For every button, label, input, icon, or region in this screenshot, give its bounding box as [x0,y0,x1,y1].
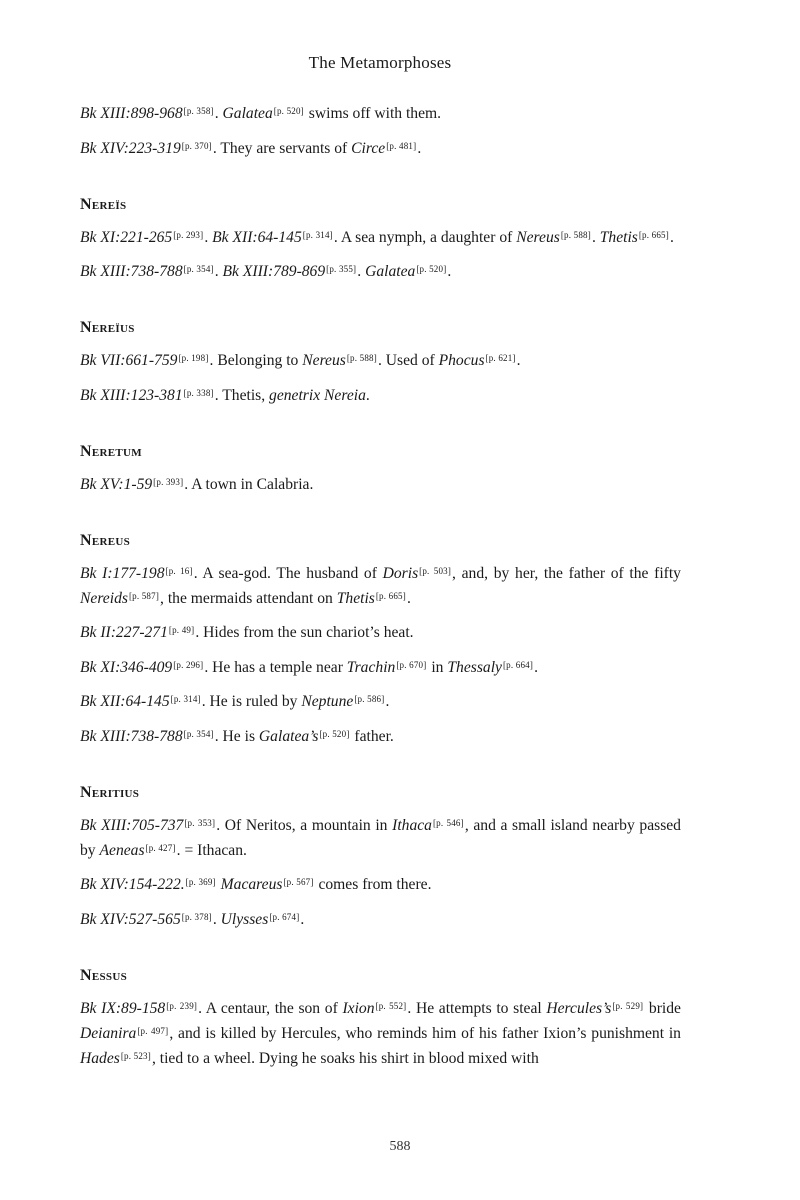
page-reference-link[interactable]: [p. 529] [612,1000,644,1011]
page-reference-link[interactable]: [p. 16] [165,565,193,576]
entry-line [80,560,681,610]
name-term: Hades [80,1049,120,1067]
entry-text: , and, by her, the father of the fifty [452,564,681,582]
name-term: Hercules’s [546,999,612,1017]
entry-text: , and a small island nearby passed by [80,816,681,859]
entry-line [80,100,681,125]
entry-line [80,812,681,862]
entry-text: . [447,263,452,280]
entry-text: . [365,386,370,404]
page-reference-link[interactable]: [p. 520] [416,264,447,274]
book-reference-link[interactable]: Bk XIV:154-222. [80,876,185,893]
name-term: Galatea [222,105,273,122]
book-reference-link[interactable]: Bk IX:89-158 [80,999,166,1017]
book-reference-link[interactable]: Bk XV:1-59 [80,475,153,493]
page-reference-link[interactable]: [p. 670] [396,659,427,670]
page-reference-link[interactable]: [p. 239] [166,1000,198,1011]
entry-text: . [385,693,390,710]
entry-line [80,347,681,372]
entry-text: swims off with them. [304,105,442,122]
entry-text: . [212,910,221,928]
entry-heading: Nessus [80,966,127,984]
page-reference-link[interactable]: [p. 314] [170,694,201,704]
name-term: Thetis [599,228,638,246]
page-reference-link[interactable]: [p. 427] [145,842,176,853]
name-term: Ulysses [220,910,269,928]
index-entry [80,965,681,1070]
entry-line [80,471,681,496]
index-entry [80,194,681,284]
page-reference-link[interactable]: [p. 664] [502,659,534,670]
entry-text: father. [350,727,394,745]
index-entry [80,100,681,160]
name-term: Aeneas [99,841,145,859]
book-reference-link[interactable]: Bk XII:64-145 [80,693,170,710]
page-reference-link[interactable]: [p. 198] [178,353,209,363]
entry-line [80,258,681,283]
page-reference-link[interactable]: [p. 314] [302,229,333,240]
book-reference-link[interactable]: Bk XI:346-409 [80,658,173,676]
book-reference-link[interactable]: Bk XIII:898-968 [80,105,183,122]
entry-text: . [357,263,366,280]
entry-text: . [406,589,411,607]
index-entry [80,441,681,496]
index-entry [80,530,681,748]
entry-text: bride [644,999,681,1017]
entry-text: . [300,910,305,928]
name-term: Neptune [301,693,354,710]
entry-text: . Thetis, [214,386,270,404]
page-reference-link[interactable]: [p. 586] [354,694,385,704]
page-reference-link[interactable]: [p. 587] [128,590,160,601]
entry-text: . Of Neritos, a mountain in [216,816,393,834]
book-reference-link[interactable]: Bk XIII:738-788 [80,727,183,745]
entry-text: . [534,658,538,676]
entry-text: . He attempts to steal [407,999,547,1017]
entry-text: . [417,139,422,157]
name-term: genetrix Nereia [269,386,366,404]
book-reference-link[interactable]: Bk XII:64-145 [212,228,302,246]
name-term: Ixion [342,999,375,1017]
name-term: Deianira [80,1024,137,1042]
entry-line [80,135,681,160]
entry-heading: Nereïus [80,319,135,336]
entry-heading: Nereus [80,531,131,549]
entry-heading: Nereïs [80,195,127,213]
page-reference-link[interactable]: [p. 552] [375,1000,407,1011]
book-reference-link[interactable]: Bk VII:661-759 [80,352,178,369]
entry-line [80,382,681,407]
page-reference-link[interactable]: [p. 523] [120,1050,151,1061]
entry-text: . [214,263,223,280]
book-reference-link[interactable]: Bk XIII:123-381 [80,386,183,404]
entry-text: . A town in Calabria. [184,475,314,493]
entry-line [80,723,681,748]
entry-text: . Belonging to [209,352,303,369]
name-term: Nereus [302,352,346,369]
book-reference-link[interactable]: Bk II:227-271 [80,624,168,641]
book-reference-link[interactable]: Bk XIV:527-565 [80,910,181,928]
entry-text: . [591,228,600,246]
entry-line [80,871,681,896]
page-reference-link[interactable]: [p. 588] [346,353,377,363]
page-reference-link[interactable]: [p. 393] [153,476,184,487]
entry-text: . He has a temple near [204,658,347,676]
page-reference-link[interactable]: [p. 481] [386,140,417,151]
page-reference-link[interactable]: [p. 621] [485,353,516,363]
entry-text: , tied to a wheel. Dying he soaks his shirt in blood mixed with [151,1049,539,1067]
name-term: Macareus [220,876,283,893]
entry-text: . = Ithacan. [176,841,247,859]
book-reference-link[interactable]: Bk XI:221-265 [80,228,173,246]
page-reference-link[interactable]: [p. 353] [184,817,216,828]
entry-text: . A sea-god. The husband of [193,564,383,582]
book-reference-link[interactable]: Bk I:177-198 [80,564,165,582]
page-reference-link[interactable]: [p. 355] [326,264,357,274]
entry-text: . Hides from the sun chariot’s heat. [195,624,414,641]
page-reference-link[interactable]: [p. 378] [181,911,212,922]
page-reference-link[interactable]: [p. 354] [183,728,214,739]
entry-text: . They are servants of [212,139,352,157]
page-reference-link[interactable]: [p. 338] [183,387,214,398]
page-reference-link[interactable]: [p. 665] [638,229,669,240]
entry-text: . [204,228,213,246]
entry-text: . [516,352,521,369]
name-term: Nereids [80,589,128,607]
name-term: Circe [351,139,386,157]
entry-text: . A sea nymph, a daughter of [333,228,517,246]
entry-line [80,224,681,249]
page-reference-link[interactable]: [p. 503] [419,565,452,576]
entry-line [80,654,681,679]
entry-text: . A centaur, the son of [198,999,343,1017]
index-entry [80,317,681,407]
entry-text: in [427,658,448,676]
entry-text: . [669,228,674,246]
entry-heading: Neretum [80,442,142,460]
entry-line [80,995,681,1070]
entry-heading: Neritius [80,783,140,801]
page-reference-link[interactable]: [p. 588] [560,229,591,240]
page-reference-link[interactable]: [p. 567] [283,877,314,887]
entry-text: comes from there. [314,876,432,893]
entry-line [80,906,681,931]
entry-text: , and is killed by Hercules, who reminds him of his father Ixion’s punishment in [169,1024,681,1042]
name-term: Thessaly [447,658,502,676]
running-header: The Metamorphoses [308,53,452,72]
entry-text: , the mermaids attendant on [160,589,337,607]
page-reference-link[interactable]: [p. 358] [183,106,214,116]
page-reference-link[interactable]: [p. 354] [183,264,214,274]
entry-text: . He is [214,727,259,745]
page-reference-link[interactable]: [p. 370] [181,140,212,151]
name-term: Phocus [438,352,485,369]
name-term: Galatea’s [258,727,319,745]
name-term: Trachin [346,658,396,676]
name-term: Nereus [516,228,560,246]
entry-text: . He is ruled by [201,693,302,710]
name-term: Ithaca [392,816,432,834]
page-reference-link[interactable]: [p. 293] [173,229,204,240]
page-reference-link[interactable]: [p. 369] [185,877,216,887]
name-term: Galatea [365,263,416,280]
index-entry [80,782,681,931]
name-term: Doris [382,564,419,582]
book-reference-link[interactable]: Bk XIV:223-319 [80,139,181,157]
entry-line [80,688,681,713]
page-reference-link[interactable]: [p. 49] [168,625,195,635]
page-number: 588 [389,1139,411,1154]
name-term: Thetis [336,589,375,607]
entry-line [80,619,681,644]
page-reference-link[interactable]: [p. 520] [319,728,350,739]
page-reference-link[interactable]: [p. 546] [432,817,464,828]
index-content [80,100,681,1079]
entry-text: . Used of [377,352,439,369]
book-reference-link[interactable]: Bk XIII:789-869 [222,263,326,280]
page-reference-link[interactable]: [p. 520] [273,106,304,116]
page-reference-link[interactable]: [p. 497] [137,1025,169,1036]
page-reference-link[interactable]: [p. 674] [269,911,300,922]
book-reference-link[interactable]: Bk XIII:738-788 [80,263,183,280]
page-reference-link[interactable]: [p. 296] [173,659,204,670]
page-reference-link[interactable]: [p. 665] [375,590,406,601]
book-reference-link[interactable]: Bk XIII:705-737 [80,816,184,834]
entry-text: . [214,105,223,122]
